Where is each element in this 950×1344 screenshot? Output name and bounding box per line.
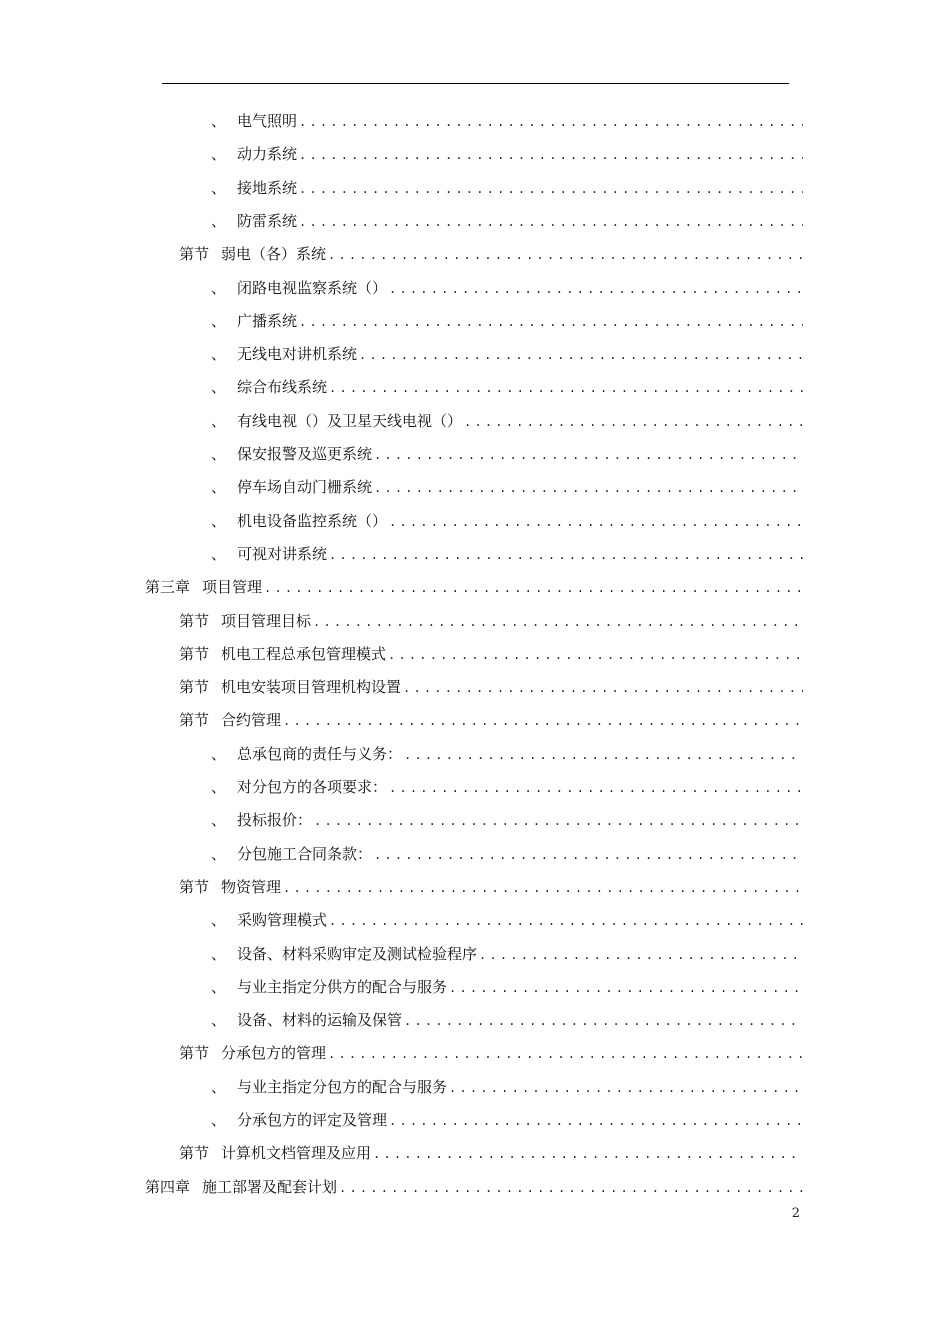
toc-entry-marker: 、 [211, 411, 227, 430]
toc-entry-label: 有线电视（）及卫星天线电视（） [237, 411, 463, 430]
toc-dot-leader [449, 1075, 803, 1100]
toc-entry-label: 设备、材料采购审定及测试检验程序 [237, 944, 478, 963]
toc-entry-label: 对分包方的各项要求： [237, 778, 388, 796]
toc-entry-marker: 、 [211, 778, 227, 796]
toc-entry-label: 可视对讲系统 [237, 544, 328, 563]
toc-entry-label: 计算机文档管理及应用 [221, 1144, 372, 1163]
toc-entry[interactable] [179, 874, 803, 900]
toc-entry[interactable] [211, 275, 803, 301]
toc-entry-marker: 、 [211, 211, 227, 230]
toc-entry[interactable] [211, 408, 803, 434]
toc-dot-leader [329, 542, 803, 567]
page-number: 2 [791, 1206, 800, 1221]
toc-dot-leader [374, 842, 803, 867]
toc-entry-prefix: 第节 [179, 644, 210, 663]
toc-entry-label: 合约管理 [221, 711, 282, 730]
toc-dot-leader [389, 509, 803, 534]
toc-entry-prefix: 第节 [179, 245, 210, 264]
toc-dot-leader [389, 276, 803, 301]
toc-entry[interactable] [211, 974, 803, 1000]
toc-dot-leader [328, 242, 803, 267]
toc-entry[interactable] [211, 741, 803, 767]
toc-entry[interactable] [145, 1174, 803, 1200]
toc-entry-label: 动力系统 [237, 145, 298, 164]
toc-entry-marker: 、 [211, 911, 227, 930]
toc-entry[interactable] [211, 807, 803, 833]
toc-entry-marker: 、 [211, 1011, 227, 1030]
toc-entry-label: 分承包方的管理 [221, 1044, 327, 1063]
toc-entry[interactable] [211, 374, 803, 400]
toc-dot-leader [283, 875, 803, 900]
toc-dot-leader [449, 975, 803, 1000]
toc-entry-marker: 、 [211, 1077, 227, 1096]
toc-dot-leader [373, 1141, 803, 1166]
toc-entry-label: 弱电（各）系统 [221, 245, 327, 264]
toc-entry-label: 设备、材料的运输及保管 [237, 1011, 403, 1030]
toc-dot-leader [264, 575, 803, 600]
toc-entry-label: 总承包商的责任与义务： [237, 744, 403, 763]
toc-entry-prefix: 第节 [179, 877, 210, 896]
toc-entry-prefix: 第节 [179, 611, 210, 630]
toc-entry-marker: 、 [211, 977, 227, 996]
toc-entry[interactable] [179, 1140, 803, 1166]
toc-entry-label: 机电安装项目管理机构设置 [221, 678, 402, 697]
toc-entry-marker: 、 [211, 178, 227, 197]
toc-entry[interactable] [211, 474, 803, 500]
toc-dot-leader [299, 109, 803, 134]
header-rule [162, 83, 789, 84]
toc-entry[interactable] [211, 175, 803, 201]
toc-entry-label: 闭路电视监察系统（） [237, 278, 388, 297]
toc-entry[interactable] [211, 774, 803, 800]
toc-entry-label: 物资管理 [221, 877, 282, 896]
toc-entry-marker: 、 [211, 844, 227, 863]
toc-entry-prefix: 第节 [179, 1044, 210, 1063]
toc-entry[interactable] [179, 674, 803, 700]
toc-entry-label: 保安报警及巡更系统 [237, 445, 373, 463]
toc-entry[interactable] [179, 241, 803, 267]
toc-entry-label: 投标报价： [237, 811, 313, 830]
toc-entry[interactable] [211, 441, 803, 467]
toc-entry[interactable] [211, 841, 803, 867]
toc-dot-leader [299, 142, 803, 167]
toc-entry-label: 广播系统 [237, 311, 298, 330]
toc-entry-label: 机电设备监控系统（） [237, 511, 388, 530]
toc-entry-marker: 、 [211, 944, 227, 963]
toc-entry-marker: 、 [211, 311, 227, 330]
toc-dot-leader [404, 1008, 803, 1033]
toc-dot-leader [299, 309, 803, 334]
toc-entry-label: 与业主指定分包方的配合与服务 [237, 1077, 448, 1096]
toc-dot-leader [328, 1041, 803, 1066]
toc-entry-prefix: 第节 [179, 1144, 210, 1163]
toc-entry[interactable] [211, 308, 803, 334]
toc-entry[interactable] [211, 108, 803, 134]
toc-entry[interactable] [179, 1040, 803, 1066]
toc-entry-label: 项目管理 [202, 578, 263, 597]
toc-dot-leader [359, 342, 803, 367]
toc-entry-marker: 、 [211, 278, 227, 297]
toc-dot-leader [339, 1175, 803, 1200]
toc-entry[interactable] [211, 341, 803, 367]
toc-entry[interactable] [179, 608, 803, 634]
toc-entry[interactable] [211, 1007, 803, 1033]
toc-dot-leader [374, 475, 803, 500]
toc-dot-leader [329, 375, 803, 400]
toc-entry-label: 分包施工合同条款： [237, 844, 373, 863]
toc-entry-marker: 、 [211, 478, 227, 497]
toc-dot-leader [388, 642, 803, 667]
toc-dot-leader [283, 708, 803, 733]
toc-entry-label: 无线电对讲机系统 [237, 345, 358, 364]
toc-entry-marker: 、 [211, 511, 227, 530]
toc-dot-leader [374, 442, 803, 467]
toc-entry[interactable] [211, 907, 803, 933]
toc-entry-prefix: 第节 [179, 678, 210, 697]
toc-entry-label: 电气照明 [237, 112, 298, 130]
toc-entry-marker: 、 [211, 345, 227, 364]
toc-dot-leader [313, 609, 803, 634]
toc-entry-label: 机电工程总承包管理模式 [221, 644, 387, 663]
toc-entry-marker: 、 [211, 378, 227, 397]
toc-entry-prefix: 第节 [179, 711, 210, 730]
toc-entry[interactable] [211, 508, 803, 534]
toc-entry-label: 停车场自动门栅系统 [237, 478, 373, 497]
toc-entry-label: 项目管理目标 [221, 611, 312, 630]
toc-entry-marker: 、 [211, 145, 227, 164]
toc-entry[interactable] [211, 141, 803, 167]
toc-entry-label: 防雷系统 [237, 211, 298, 230]
toc-dot-leader [403, 675, 803, 700]
toc-entry-marker: 、 [211, 1111, 227, 1129]
toc-entry[interactable] [179, 641, 803, 667]
toc-dot-leader [389, 1108, 803, 1133]
toc-entry[interactable] [211, 208, 803, 234]
toc-entry-label: 施工部署及配套计划 [202, 1177, 338, 1196]
toc-entry-label: 采购管理模式 [237, 911, 328, 930]
toc-entry[interactable] [211, 1107, 803, 1133]
toc-entry-prefix: 第四章 [145, 1177, 191, 1196]
toc-dot-leader [404, 742, 803, 767]
toc-entry-label: 接地系统 [237, 178, 298, 197]
toc-dot-leader [299, 209, 803, 234]
toc-entry[interactable] [145, 574, 803, 600]
toc-dot-leader [464, 409, 803, 434]
toc-dot-leader [314, 808, 803, 833]
toc-entry-marker: 、 [211, 544, 227, 563]
toc-entry-label: 分承包方的评定及管理 [237, 1111, 388, 1129]
toc-entry-marker: 、 [211, 112, 227, 130]
toc-entry-prefix: 第三章 [145, 578, 191, 597]
toc-entry[interactable] [211, 941, 803, 967]
toc-dot-leader [479, 942, 803, 967]
toc-entry-marker: 、 [211, 811, 227, 830]
toc-dot-leader [299, 176, 803, 201]
toc-entry[interactable] [179, 707, 803, 733]
toc-entry[interactable] [211, 1074, 803, 1100]
toc-entry-marker: 、 [211, 445, 227, 463]
toc-dot-leader [329, 908, 803, 933]
toc-dot-leader [389, 775, 803, 800]
toc-entry-marker: 、 [211, 744, 227, 763]
toc-entry-label: 综合布线系统 [237, 378, 328, 397]
toc-entry[interactable] [211, 541, 803, 567]
toc-entry-label: 与业主指定分供方的配合与服务 [237, 977, 448, 996]
